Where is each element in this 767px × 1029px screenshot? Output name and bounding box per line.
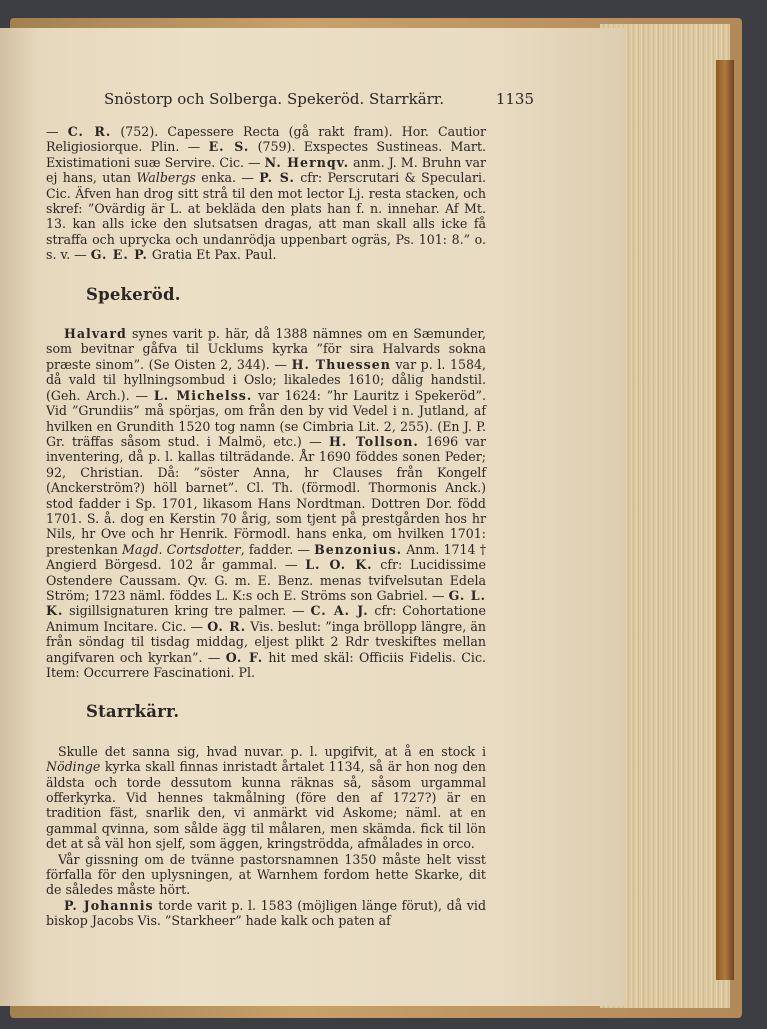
running-header <box>104 90 534 108</box>
cover-edge <box>716 60 734 980</box>
spekerod-paragraph: Halvard synes varit p. här, då 1388 nämnes om en Sæmunder, som bevitnar gåfva til Ucklums kyrka ”för sira Halvards sokna præste sinom”. (Se Oisten 2, 344). — H. Thuessen var p. l. 1584, då vald til hyllningsombud i Oslo; likaledes 1610; dålig handstil. (Geh. Arch.). — L. Michelss. var 1624: ”hr Lauritz i Spekeröd”. Vid ”Grundiis” må spörjas, om från den by vid Vedel i n. Jutland, af hvilken en Grundith 1520 tog namn (se Cimbria Lit. 2, 255). (En J. P. Gr. träffas såsom stud. i Malmö, etc.) — H. Tollson. 1696 var inventering, då p. l. kallas tilträdande. År 1690 föddes sonen Peder; 92, Christian. Då: ”söster Anna, hr Clauses från Kongelf (Anckerström?) höll barnet”. Cl. Th. (förmodl. Thormonis Anck.) stod fadder i Sp. 1701, likasom Hans Nordtman. Dottren Dor. född 1701. S. å. dog en Kerstin 70 årig, som tjent på prestgården hos hr Nils, hr Ove och hr Henrik. Förmodl. hans enka, om hvilken 1701: prestenkan Magd. Cortsdotter, fadder. — Benzonius. Anm. 1714 † Angierd Börgesd. 102 år gammal. — L. O. K. cfr: Lucidissime Ostendere Caussam. Qv. G. m. E. Benz. menas tvifvelsutan Edela Ström; 1723 näml. föddes L. K:s och E. Ströms son Gabriel. — G. L. K. sigillsignaturen kring tre palmer. — C. A. J. cfr: Cohortatione Animum Incitare. Cic. — O. R. Vis. beslut: ”inga bröllopp längre, än från söndag til tisdag middag, eljest plikt 2 Rdr tveskiftes mellan angifvaren och kyrkan”. — O. F. hit med skäl: Officiis Fidelis. Cic. Item: Occurrere Fascinationi. Pl. <box>46 326 486 680</box>
page-number: 1135 <box>495 90 534 108</box>
starrkarr-paragraph-2: Vår gissning om de tvänne pastorsnamnen 1350 måste helt visst förfalla för den uplysningen, at Warnhem fordom hette Skarke, dit de således måste hört. <box>46 851 486 898</box>
top-paragraph: — C. R. (752). Capessere Recta (gå rakt fram). Hor. Cautior Religiosiorque. Plin. — E. S. (759). Exspectes Sustineas. Mart. Existimationi suæ Servire. Cic. — N. Hernqv. anm. J. M. Bruhn var ej hans, utan Walbergs enka. — P. S. cfr: Perscrutari & Speculari. Cic. Äfven han drog sitt strå til den mot lector Lj. resta stacken, och skref: ”Ovärdig är L. at bekläda den plats han f. n. innehar. Af Mt. 13. kan alls icke den slutsatsen dragas, att man skall alls icke få straffa och uprycka och undanrödja uppenbart ogräs, Ps. 101: 8.” o. s. v. — G. E. P. Gratia Et Pax. Paul. <box>46 124 487 263</box>
starrkarr-paragraph-1: Skulle det sanna sig, hvad nuvar. p. l. upgifvit, at å en stock i Nödinge kyrka skall finnas inristadt årtalet 1134, så är hon nog den äldsta och torde dessutom kunna räknas så, såsom urgammal offerkyrka. Vid hennes takmålning (före den af 1727?) är en tradition fäst, snarlik den, vi anmärkt vid Askome; näml. at en gammal qvinna, som sålde ägg til målaren, men skämda. fick til lön det at så väl hon sjelf, som äggen, kringströdda, afmålades in orco. <box>46 743 486 852</box>
starrkarr-paragraph-3: P. Johannis torde varit p. l. 1583 (möjligen länge förut), då vid biskop Jacobs Vis. ”Starkheer” hade kalk och paten af <box>46 897 487 929</box>
section-heading-spekerod: Spekeröd. <box>86 284 181 304</box>
page-content <box>46 90 534 929</box>
book-page <box>0 28 625 1006</box>
section-heading-starrkarr: Starrkärr. <box>86 702 180 722</box>
running-title: Snöstorp och Solberga. Spekeröd. Starrkärr. <box>104 90 445 108</box>
